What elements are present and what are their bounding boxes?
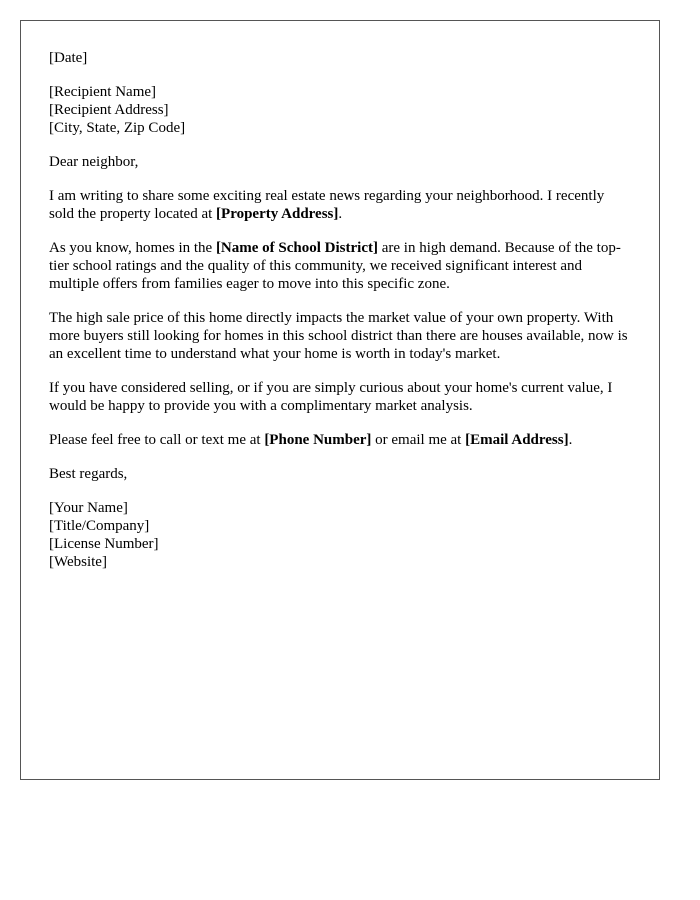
paragraph-intro — [49, 187, 631, 223]
closing: Best regards, — [49, 466, 128, 482]
paragraph-intro-end: . — [338, 206, 343, 222]
salutation: Dear neighbor, — [49, 154, 139, 170]
recipient-address: [Recipient Address] — [49, 102, 169, 118]
recipient-city-state-zip: [City, State, Zip Code] — [49, 120, 186, 136]
paragraph-school-text-start: As you know, homes in the — [49, 240, 216, 256]
recipient-block — [49, 83, 631, 137]
date-block — [49, 49, 631, 67]
recipient-name: [Recipient Name] — [49, 84, 157, 100]
signature-title-company: [Title/Company] — [49, 518, 150, 534]
signature-name: [Your Name] — [49, 500, 128, 516]
paragraph-school-text-end: are in high demand. Because of the top-tier school ratings and the quality of this community, we received significant interest and multiple offers from families eager to move into this specific zone. — [49, 240, 621, 292]
paragraph-school-district — [49, 239, 631, 293]
paragraph-contact-end: . — [568, 432, 573, 448]
paragraph-contact-middle: or email me at — [371, 432, 466, 448]
paragraph-intro-text: I am writing to share some exciting real estate news regarding your neighborhood. I recently sold the property located at — [49, 188, 605, 222]
paragraph-contact-start: Please feel free to call or text me at — [49, 432, 265, 448]
signature-license: [License Number] — [49, 536, 159, 552]
signature-website: [Website] — [49, 554, 107, 570]
letter-date: [Date] — [49, 50, 88, 66]
paragraph-contact — [49, 431, 631, 449]
email-address-placeholder: [Email Address] — [465, 432, 569, 448]
paragraph-market-value: The high sale price of this home directly impacts the market value of your own property. With more buyers still looking for homes in this school district than there are houses available, now is an excellent time to understand what your home is worth in today's market. — [49, 310, 628, 362]
phone-number-placeholder: [Phone Number] — [264, 432, 372, 448]
signature-block — [49, 499, 631, 571]
school-district-placeholder: [Name of School District] — [215, 240, 378, 256]
paragraph-offer: If you have considered selling, or if you are simply curious about your home's current value, I would be happy to provide you with a complimentary market analysis. — [49, 380, 613, 414]
letter-page — [20, 20, 660, 780]
property-address-placeholder: [Property Address] — [216, 206, 339, 222]
